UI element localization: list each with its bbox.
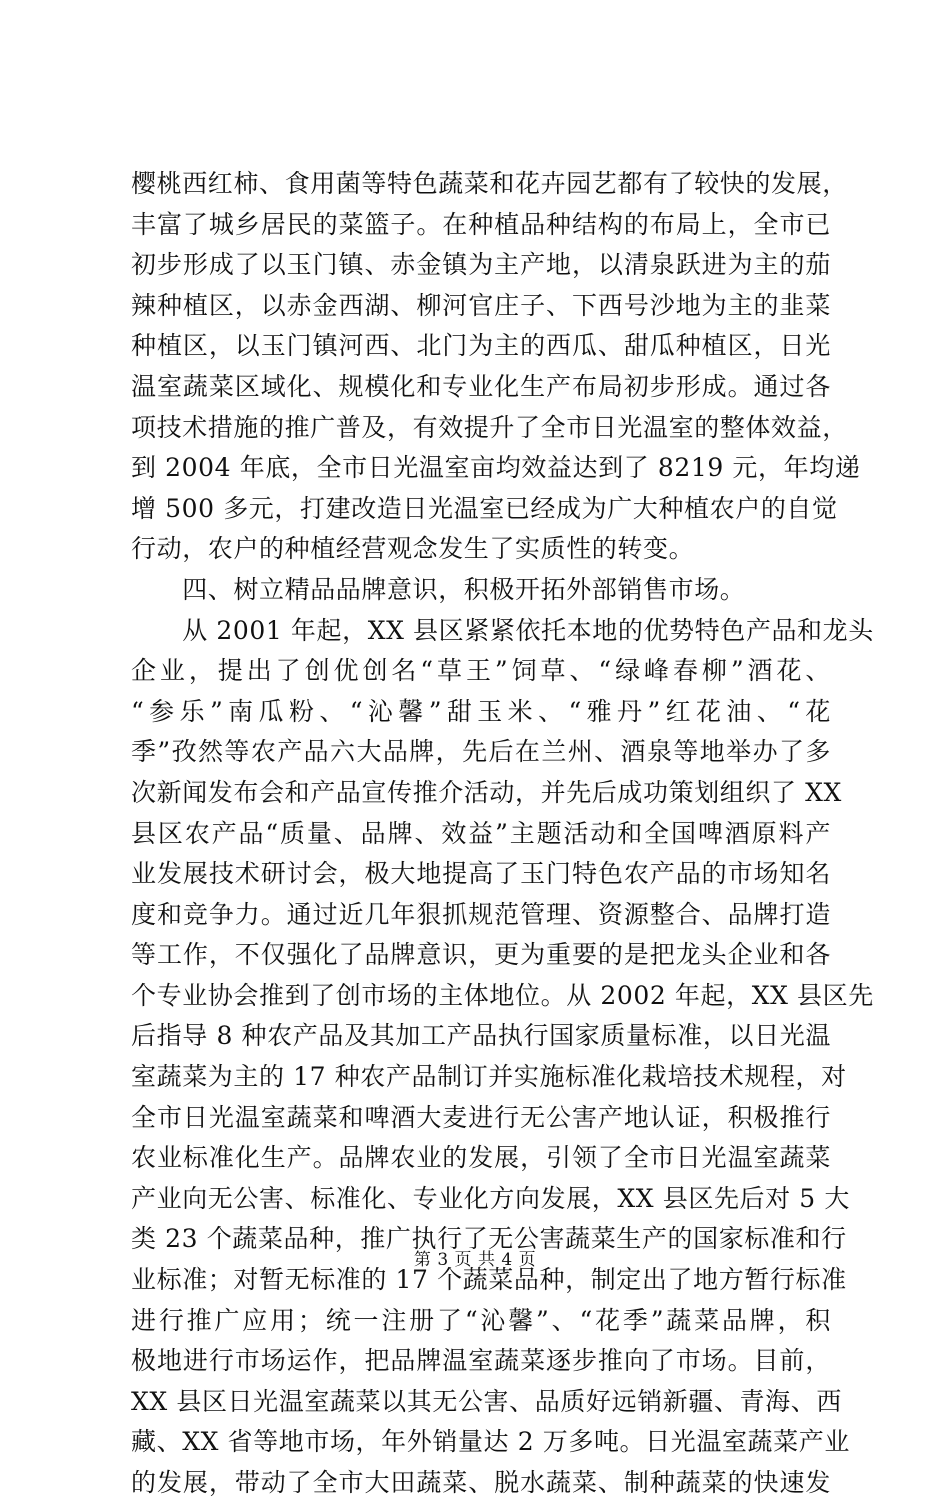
text-line: 进行推广应用；统一注册了“沁馨”、“花季”蔬菜品牌，积	[131, 1305, 831, 1335]
text-line: 业标准；对暂无标准的 17 个蔬菜品种，制定出了地方暂行标准	[131, 1265, 847, 1295]
text-line: 的发展，带动了全市大田蔬菜、脱水蔬菜、制种蔬菜的快速发	[131, 1468, 831, 1497]
text-line: 从 2001 年起，XX 县区紧紧依托本地的优势特色产品和龙头	[131, 615, 874, 645]
text-line: 极地进行市场运作，把品牌温室蔬菜逐步推向了市场。目前，	[131, 1346, 831, 1376]
text-line: 全市日光温室蔬菜和啤酒大麦进行无公害产地认证，积极推行	[131, 1102, 831, 1132]
text-line: 增 500 多元，打建改造日光温室已经成为广大种植农户的自觉	[131, 493, 838, 523]
text-line: 室蔬菜为主的 17 种农产品制订并实施标准化栽培技术规程，对	[131, 1062, 847, 1092]
body-text	[131, 164, 874, 1504]
text-line: 樱桃西红柿、食用菌等特色蔬菜和花卉园艺都有了较快的发展，	[131, 169, 848, 198]
text-line: 季”孜然等农产品六大品牌，先后在兰州、酒泉等地举办了多	[131, 737, 831, 767]
text-line: 度和竞争力。通过近几年狠抓规范管理、资源整合、品牌打造	[131, 899, 831, 929]
text-line: 类 23 个蔬菜品种，推广执行了无公害蔬菜生产的国家标准和行	[131, 1224, 847, 1254]
text-line: 项技术措施的推广普及，有效提升了全市日光温室的整体效益，	[131, 412, 848, 442]
page-footer: 第 3 页 共 4 页	[413, 1250, 537, 1270]
text-line: 业发展技术研讨会，极大地提高了玉门特色农产品的市场知名	[131, 859, 831, 889]
text-line: 企业，提出了创优创名“草王”饲草、“绿峰春柳”酒花、	[131, 656, 831, 686]
text-line: 后指导 8 种农产品及其加工产品执行国家质量标准，以日光温	[131, 1021, 831, 1051]
text-line: 产业向无公害、标准化、专业化方向发展，XX 县区先后对 5 大	[131, 1183, 850, 1213]
text-line: 温室蔬菜区域化、规模化和专业化生产布局初步形成。通过各	[131, 371, 831, 401]
text-line: 次新闻发布会和产品宣传推介活动，并先后成功策划组织了 XX	[131, 777, 842, 807]
text-line: 个专业协会推到了创市场的主体地位。从 2002 年起，XX 县区先	[131, 980, 874, 1010]
text-line: 农业标准化生产。品牌农业的发展，引领了全市日光温室蔬菜	[131, 1143, 831, 1173]
text-line: 藏、XX 省等地市场，年外销量达 2 万多吨。日光温室蔬菜产业	[131, 1427, 850, 1457]
text-line: 辣种植区，以赤金西湖、柳河官庄子、下西号沙地为主的韭菜	[131, 290, 831, 320]
text-line: “参乐”南瓜粉、“沁馨”甜玉米、“雅丹”红花油、“花	[131, 696, 831, 726]
text-line: 到 2004 年底，全市日光温室亩均效益达到了 8219 元，年均递	[131, 453, 861, 483]
text-line: 县区农产品“质量、品牌、效益”主题活动和全国啤酒原料产	[131, 818, 831, 848]
text-line: 初步形成了以玉门镇、赤金镇为主产地，以清泉跃进为主的茄	[131, 250, 831, 280]
text-line: 等工作，不仅强化了品牌意识，更为重要的是把龙头企业和各	[131, 940, 831, 970]
text-line: 丰富了城乡居民的菜篮子。在种植品种结构的布局上，全市已	[131, 209, 831, 239]
section-heading: 四、树立精品品牌意识，积极开拓外部销售市场。	[131, 574, 746, 604]
text-line: XX 县区日光温室蔬菜以其无公害、品质好远销新疆、青海、西	[131, 1386, 842, 1416]
text-line: 行动，农户的种植经营观念发生了实质性的转变。	[131, 534, 695, 564]
text-line: 种植区，以玉门镇河西、北门为主的西瓜、甜瓜种植区，日光	[131, 331, 831, 361]
